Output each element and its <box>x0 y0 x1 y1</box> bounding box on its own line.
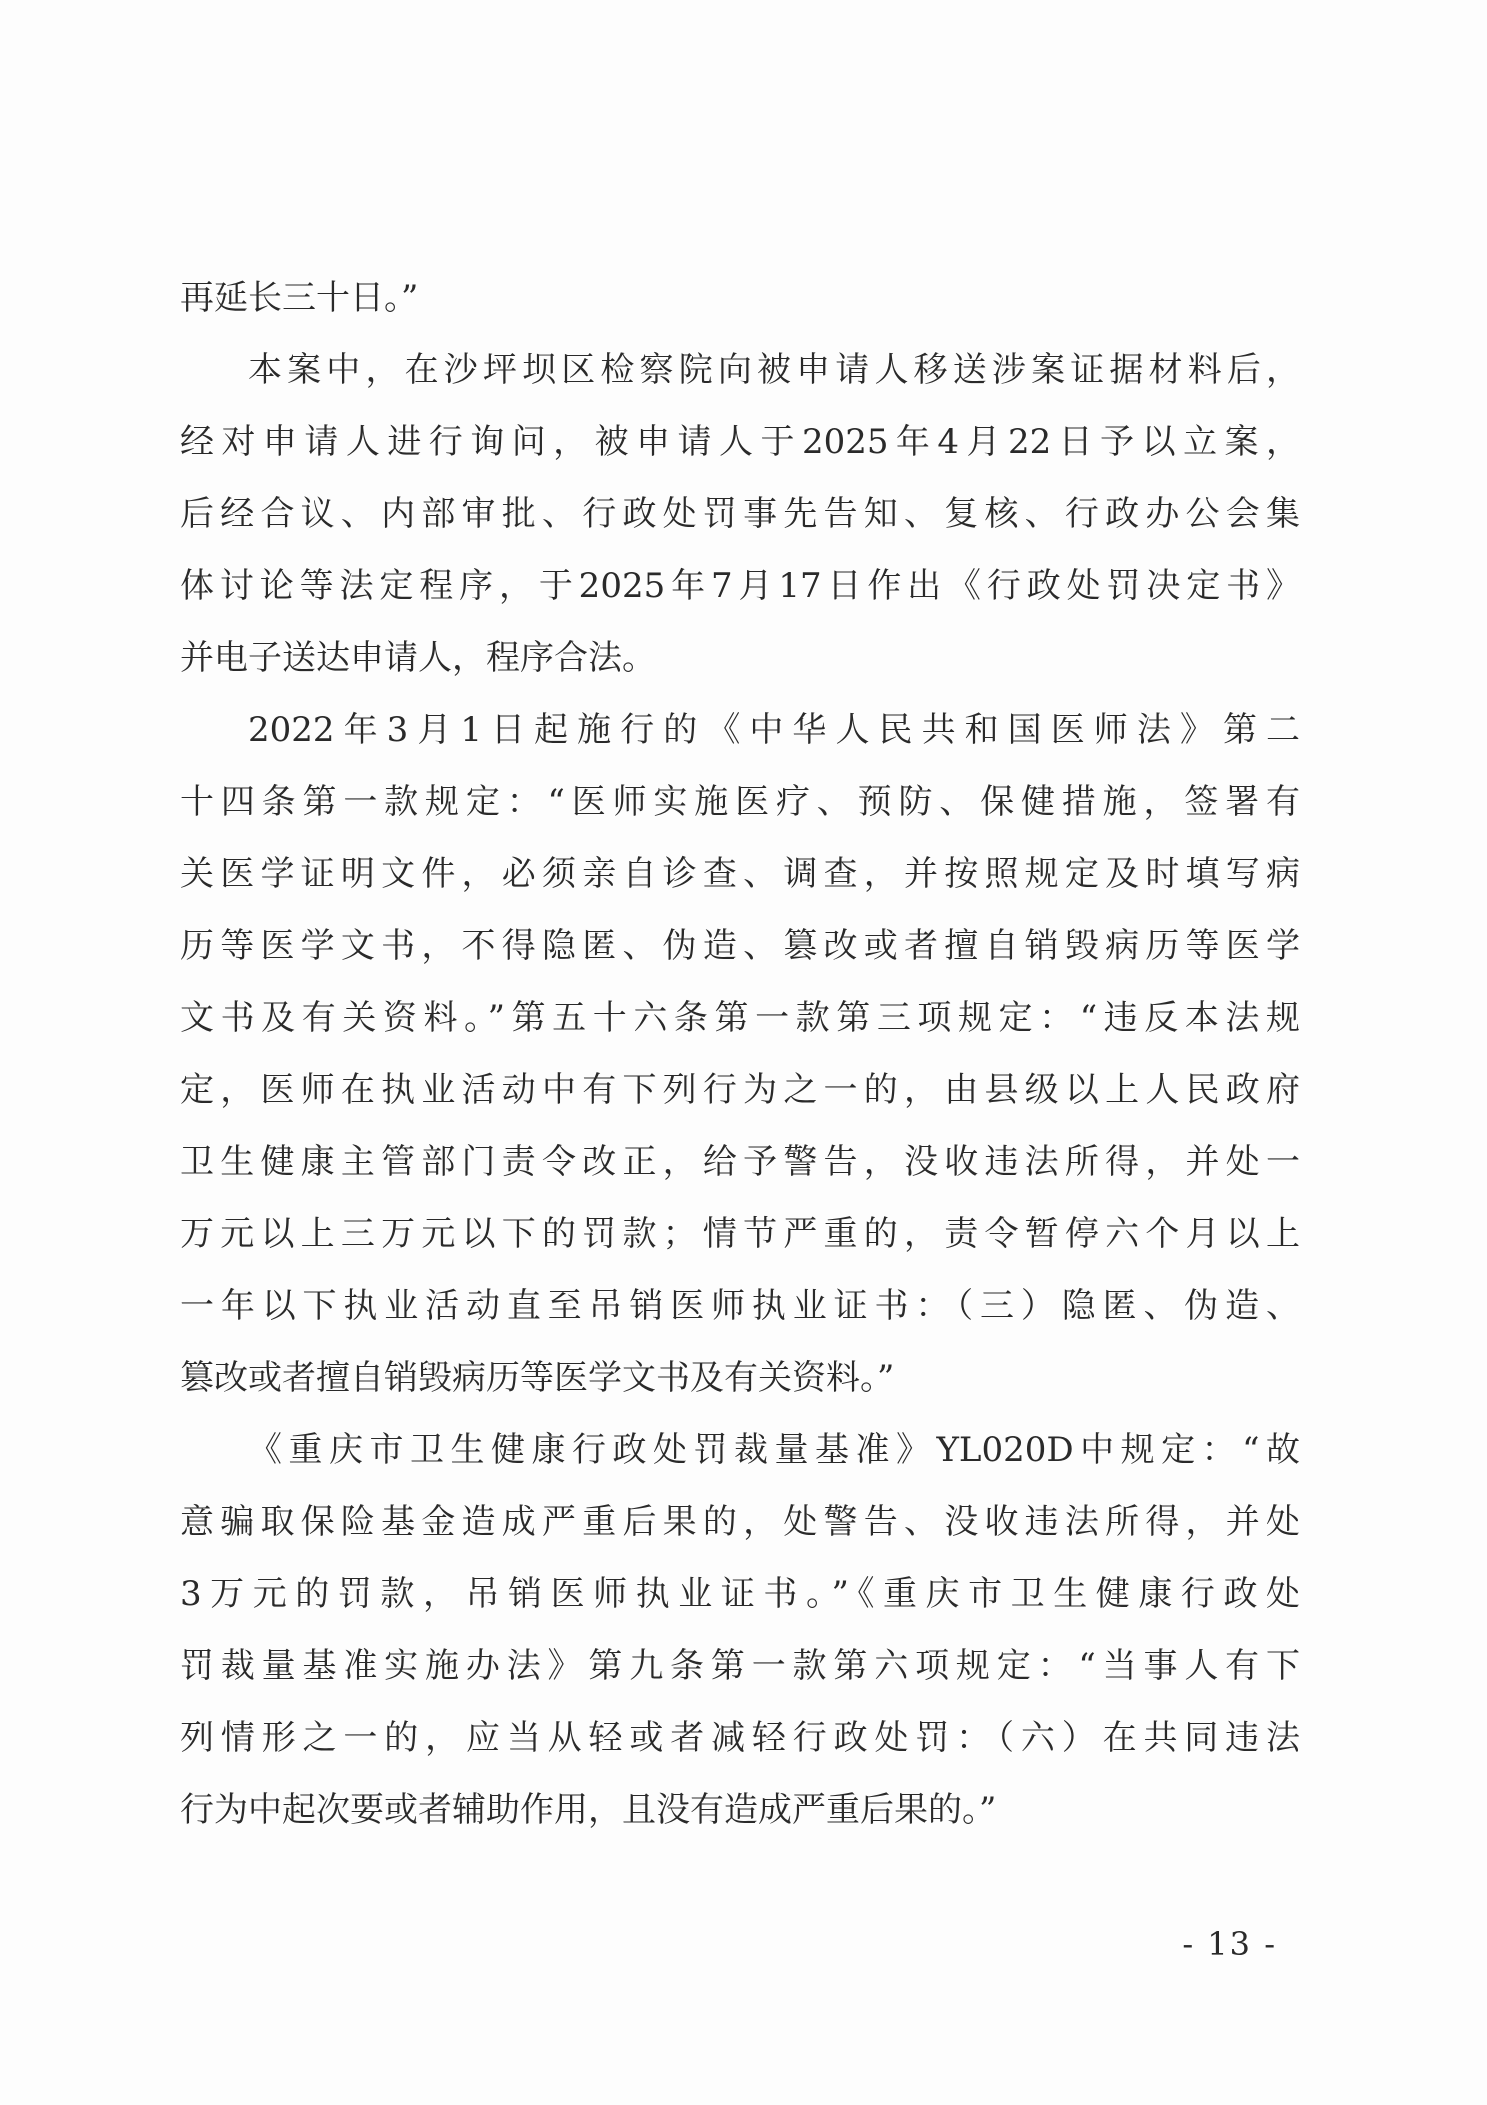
text-line: 十四条第一款规定：“医师实施医疗、预防、保健措施，签署有 <box>180 782 1300 822</box>
document-body <box>180 262 1300 1846</box>
text-line: 列情形之一的，应当从轻或者减轻行政处罚：（六）在共同违法 <box>180 1718 1300 1758</box>
text-line: 历等医学文书，不得隐匿、伪造、篡改或者擅自销毁病历等医学 <box>180 926 1300 966</box>
text-line: 卫生健康主管部门责令改正，给予警告，没收违法所得，并处一 <box>180 1142 1300 1182</box>
text-line: 再延长三十日。” <box>180 278 419 318</box>
text-line: 本案中，在沙坪坝区检察院向被申请人移送涉案证据材料后， <box>248 350 1300 390</box>
text-line: 3万元的罚款，吊销医师执业证书。”《重庆市卫生健康行政处 <box>180 1574 1300 1614</box>
text-line: 体讨论等法定程序，于2025年7月17日作出《行政处罚决定书》 <box>180 566 1300 606</box>
text-line: 意骗取保险基金造成严重后果的，处警告、没收违法所得，并处 <box>180 1502 1300 1542</box>
text-line: 罚裁量基准实施办法》第九条第一款第六项规定：“当事人有下 <box>180 1646 1300 1686</box>
text-line: 定，医师在执业活动中有下列行为之一的，由县级以上人民政府 <box>180 1070 1300 1110</box>
text-line: 2022年3月1日起施行的《中华人民共和国医师法》第二 <box>248 710 1300 750</box>
text-line: 后经合议、内部审批、行政处罚事先告知、复核、行政办公会集 <box>180 494 1300 534</box>
text-line: 篡改或者擅自销毁病历等医学文书及有关资料。” <box>180 1358 895 1398</box>
text-line: 经对申请人进行询问，被申请人于2025年4月22日予以立案， <box>180 422 1300 462</box>
text-line: 行为中起次要或者辅助作用，且没有造成严重后果的。” <box>180 1790 997 1830</box>
text-line: 《重庆市卫生健康行政处罚裁量基准》YL020D中规定：“故 <box>248 1430 1300 1470</box>
text-line: 并电子送达申请人，程序合法。 <box>180 638 656 678</box>
text-line: 关医学证明文件，必须亲自诊查、调查，并按照规定及时填写病 <box>180 854 1300 894</box>
page-number: - 13 - <box>1182 1925 1277 1963</box>
text-line: 万元以上三万元以下的罚款；情节严重的，责令暂停六个月以上 <box>180 1214 1300 1254</box>
text-line: 文书及有关资料。”第五十六条第一款第三项规定：“违反本法规 <box>180 998 1300 1038</box>
text-line: 一年以下执业活动直至吊销医师执业证书：（三）隐匿、伪造、 <box>180 1286 1300 1326</box>
